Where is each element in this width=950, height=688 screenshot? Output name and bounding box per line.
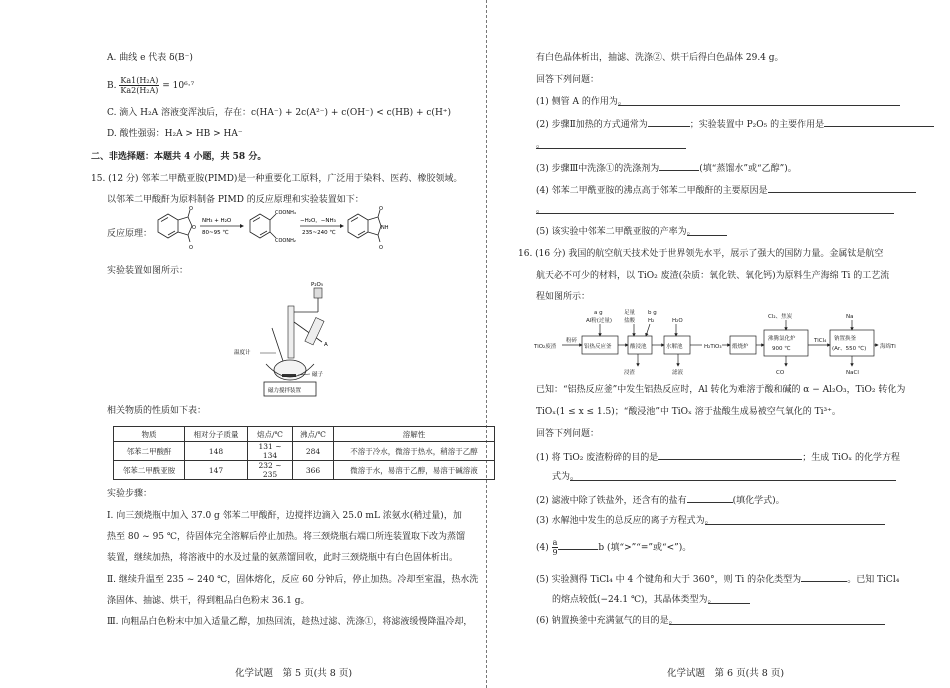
q16-1a-text: (1) 将 TiO₂ 废渣粉碎的目的是	[536, 453, 659, 463]
flow-box-sodium-reduction	[830, 330, 874, 356]
left-footer: 化学试题 第 5 页(共 8 页)	[235, 668, 353, 679]
properties-table	[113, 426, 495, 480]
answer-blank	[708, 594, 750, 604]
step2-line1: Ⅱ. 继续升温至 235 ~ 240 ℃，固体熔化，反应 60 分钟后，停止加热。冷却至室温，热水洗	[107, 575, 479, 585]
q15-4-text: (4) 邻苯二甲酰亚胺的沸点高于邻苯二甲酸酐的主要原因是	[536, 186, 768, 196]
answer-blank	[669, 615, 885, 625]
q16-intro-line3: 程如图所示：	[536, 292, 591, 302]
q16-5b-text: 。已知 TiCl₄	[847, 575, 900, 585]
q15-3b-text: (填“蒸馏水”或“乙醇”)。	[699, 164, 797, 174]
q16-4-denominator: 9	[552, 548, 558, 557]
page-divider	[486, 0, 487, 688]
q16-1b-text: ；生成 TiOₓ 的化学方程	[802, 453, 900, 463]
q15-5-text: (5) 该实验中邻苯二甲酰亚胺的产率为	[536, 227, 687, 237]
answer-blank	[824, 117, 934, 127]
q16-5a-text: (5) 实验测得 TiCl₄ 中 4 个键角和大于 360°，则 Ti 的杂化类型为	[536, 575, 802, 585]
o-label-1: O	[189, 206, 193, 212]
answer-blank	[705, 515, 885, 525]
flow-bottom-co: CO	[776, 370, 785, 376]
option-b-prefix: B.	[107, 81, 117, 91]
properties-label: 相关物质的性质如下表：	[107, 406, 207, 416]
flow-box-label: 煅烧炉	[732, 344, 749, 350]
apparatus-diagram	[230, 278, 350, 398]
option-b-fraction	[119, 76, 159, 95]
q16-2	[536, 493, 785, 507]
flow-b-label: b g	[648, 310, 657, 316]
process-flow-diagram	[532, 306, 912, 378]
table-header-cell: 溶解性	[334, 427, 495, 442]
option-b-value: = 10⁶·⁷	[162, 81, 195, 91]
q16-intro-line1: 16. (16 分) 我国的航空航天技术处于世界领先水平，展示了强大的国防力量。金属钛是航空	[518, 249, 884, 259]
flow-na-label: Na	[846, 314, 854, 320]
step2-line2: 涤固体、抽滤、烘干，得到粗品白色粉末 36.1 g。	[107, 596, 310, 606]
table-cell: 284	[293, 442, 334, 461]
nh-label: NH	[381, 225, 389, 231]
answer-blank	[801, 572, 847, 582]
q16-5	[536, 572, 899, 586]
q16-1-continuation	[552, 471, 896, 483]
q16-4b-text: b (填“>”“=”或“<”)。	[598, 543, 692, 553]
flow-ticl4-label: TiCl₄	[814, 338, 827, 344]
apparatus-label: 实验装置如图所示：	[107, 266, 189, 276]
flow-start: TiO₂废渣	[534, 344, 557, 350]
q16-5c-text: 的熔点较低(−24.1 ℃)，其晶体类型为	[552, 595, 708, 605]
table-cell: 147	[185, 461, 248, 480]
answer-blank	[558, 540, 598, 550]
arrow2-bottom-label: 235~240 ℃	[302, 230, 336, 236]
condenser-tube	[288, 306, 294, 358]
option-d: D. 酸性强弱：H₂A > HB > HA⁻	[107, 129, 243, 139]
right-footer: 化学试题 第 6 页(共 8 页)	[667, 668, 785, 679]
table-cell: 131 ~ 134	[248, 442, 293, 461]
table-row	[114, 461, 495, 480]
table-cell: 不溶于冷水，微溶于热水，稍溶于乙醇	[334, 442, 495, 461]
q16-2a-text: (2) 滤液中除了铁盐外，还含有的盐有	[536, 496, 687, 506]
dropping-funnel	[305, 318, 324, 345]
option-c: C. 滴入 H₂A 溶液变浑浊后，存在：c(HA⁻) + 2c(A²⁻) + c(OH⁻) < c(HB) + c(H⁺)	[107, 108, 452, 118]
flow-h2o-label: H₂O	[672, 318, 683, 324]
reaction-scheme	[150, 206, 390, 254]
q15-1-text: (1) 侧管 A 的作用为	[536, 97, 618, 107]
table-row	[114, 442, 495, 461]
q15-2b-text: ；实验装置中 P₂O₅ 的主要作用是	[689, 120, 825, 130]
arrow1-top-label: NH₃ + H₂O	[202, 218, 232, 224]
q16-4-numerator: a	[552, 538, 558, 547]
step1-line1: Ⅰ. 向三颈烧瓶中加入 37.0 g 邻苯二甲酸酐，边搅拌边滴入 25.0 mL 浓氨水(稍过量)，加	[107, 511, 462, 521]
flow-box-label: 酸浸池	[630, 344, 647, 350]
table-cell: 232 ~ 235	[248, 461, 293, 480]
flow-cl2-label: Cl₂、焦炭	[768, 314, 793, 320]
flow-box-sublabel: 900 ℃	[772, 346, 791, 352]
flow-bottom-residue: 浸渣	[624, 370, 636, 376]
flow-grind-label: 粉碎	[566, 338, 578, 344]
q16-1	[536, 450, 900, 464]
side-tube-a-label: A	[324, 342, 328, 348]
flow-box-label: 沸腾氯化炉	[768, 336, 796, 342]
o-label-3: O	[189, 245, 193, 251]
o-label-5: O	[379, 245, 383, 251]
p2o5-label: P₂O₅	[311, 282, 324, 288]
option-a: A. 曲线 e 代表 δ(B⁻)	[107, 53, 193, 63]
step3-continued: 有白色晶体析出，抽滤、洗涤②、烘干后得白色晶体 29.4 g。	[536, 53, 784, 63]
flow-bottom-nacl: NaCl	[846, 370, 859, 376]
step3-line1: Ⅲ. 向粗品白色粉末中加入适量乙醇，加热回流，趁热过滤、洗涤①，将滤液缓慢降温冷却，	[107, 617, 473, 627]
table-header-row	[114, 427, 495, 442]
answer-blank	[768, 183, 916, 193]
q15-2	[536, 117, 934, 131]
q16-6-text: (6) 钠置换釜中充满氩气的目的是	[536, 616, 669, 626]
answer-blank	[570, 471, 896, 481]
table-header-cell: 物质	[114, 427, 185, 442]
q16-5-continuation	[552, 594, 750, 606]
steps-label: 实验步骤：	[107, 489, 153, 499]
flow-a-label: a g	[594, 310, 603, 316]
answer-blank	[648, 117, 690, 127]
arrow1-bottom-label: 80~95 ℃	[202, 230, 229, 236]
reaction-label: 反应原理：	[107, 229, 153, 239]
q15-2-continuation	[536, 139, 686, 151]
flow-box-label: 钠置换釜	[834, 336, 857, 342]
q16-1c-text: 式为	[552, 472, 571, 482]
q15-3	[536, 161, 797, 175]
option-b	[107, 74, 194, 98]
option-b-denominator: Ka2(H₂A)	[120, 86, 159, 95]
table-cell: 366	[293, 461, 334, 480]
q15-4	[536, 183, 916, 197]
known-line2: TiOₓ(1 ≤ x ≤ 1.5)；“酸浸池”中 TiOₓ 溶于盐酸生成易被空气氧化的 Ti³⁺。	[536, 407, 841, 417]
section-heading: 二、非选择题：本题共 4 小题，共 58 分。	[91, 152, 267, 162]
answer-label-2: 回答下列问题：	[536, 429, 600, 439]
drying-tube-top	[314, 288, 322, 298]
answer-blank	[687, 226, 727, 236]
table-header-cell: 熔点/℃	[248, 427, 293, 442]
flow-end: 海绵Ti	[880, 344, 896, 350]
q16-intro-line2: 航天必不可少的材料，以 TiO₂ 废渣(杂质：氧化铁、氧化钙)为原料生产海绵 Ti 的工艺流	[536, 271, 890, 281]
answer-label: 回答下列问题：	[536, 75, 600, 85]
q15-intro-line2: 以邻苯二甲酸酐为原料制备 PIMD 的反应原理和实验装置如下：	[107, 195, 364, 205]
thermometer	[272, 328, 284, 364]
stir-bar-label: 磁子	[312, 372, 324, 378]
known-line1: 已知：“铝热反应釜”中发生铝热反应时，Al 转化为难溶于酸和碱的 α − Al₂O₃，TiO₂ 转化为	[536, 385, 906, 395]
flow-h2tio3-label: H₂TiO₃	[704, 344, 722, 350]
flow-hcl-label-1: 足量	[624, 310, 636, 316]
answer-blank	[659, 161, 699, 171]
table-cell: 微溶于水，易溶于乙醇，易溶于碱溶液	[334, 461, 495, 480]
q15-1	[536, 96, 900, 108]
q16-3	[536, 515, 885, 527]
flow-al-label: Al粉(过量)	[586, 318, 613, 324]
table-header-cell: 沸点/℃	[293, 427, 334, 442]
q15-5	[536, 226, 727, 238]
flow-box-label: 水解池	[666, 344, 683, 350]
table-header-cell: 相对分子质量	[185, 427, 248, 442]
intermediate-structure	[250, 214, 276, 238]
q16-4	[536, 536, 691, 560]
arrow2-top-label: −H₂O，−NH₃	[300, 218, 336, 224]
q16-4-prefix: (4)	[536, 543, 549, 553]
flow-box-chlorinator	[764, 330, 808, 356]
answer-blank	[536, 139, 686, 149]
table-cell: 邻苯二甲酰亚胺	[114, 461, 185, 480]
option-b-numerator: Ka1(H₂A)	[120, 76, 159, 85]
phthalic-anhydride-structure	[158, 210, 192, 242]
q16-4-fraction	[552, 538, 559, 557]
q16-3-text: (3) 水解池中发生的总反应的离子方程式为	[536, 516, 705, 526]
table-cell: 邻苯二甲酸酐	[114, 442, 185, 461]
table-cell: 148	[185, 442, 248, 461]
o-label-4: O	[379, 206, 383, 212]
stirrer-label: 磁力搅拌装置	[268, 388, 302, 394]
q15-intro-line1: 15. (12 分) 邻苯二甲酰亚胺(PIMD)是一种重要化工原料，广泛用于染料、医药、橡胶领域。	[91, 174, 463, 184]
q15-2a-text: (2) 步骤Ⅱ加热的方式通常为	[536, 120, 648, 130]
q16-2b-text: (填化学式)。	[732, 496, 785, 506]
flow-box-sublabel: (Ar、550 ℃)	[832, 346, 867, 352]
phthalimide-structure	[348, 210, 381, 242]
answer-blank	[618, 96, 900, 106]
o-label-2: O	[192, 225, 196, 231]
flow-h2-label: H₂	[648, 318, 655, 324]
q15-4-continuation	[536, 204, 894, 216]
answer-blank	[658, 450, 802, 460]
group1-label: COONH₄	[275, 210, 296, 216]
step1-line3: 装置，继续加热，将溶液中的水及过量的氨蒸馏回收，此时三颈烧瓶中有白色固体析出。	[107, 553, 459, 563]
answer-blank	[536, 204, 894, 214]
flow-bottom-filtrate: 滤液	[672, 370, 684, 376]
flow-box-label: 铝热反应釜	[584, 344, 612, 350]
thermometer-label: 温度计	[234, 350, 251, 356]
group2-label: COONH₂	[275, 238, 296, 244]
answer-blank	[687, 493, 733, 503]
flow-hcl-label-2: 盐酸	[624, 318, 636, 324]
step1-line2: 热至 80 ~ 95 ℃，待固体完全溶解后停止加热。将三颈烧瓶右端口所连装置取下改为蒸馏	[107, 532, 465, 542]
q15-3a-text: (3) 步骤Ⅲ中洗涤①的洗涤剂为	[536, 164, 660, 174]
q16-6	[536, 615, 885, 627]
